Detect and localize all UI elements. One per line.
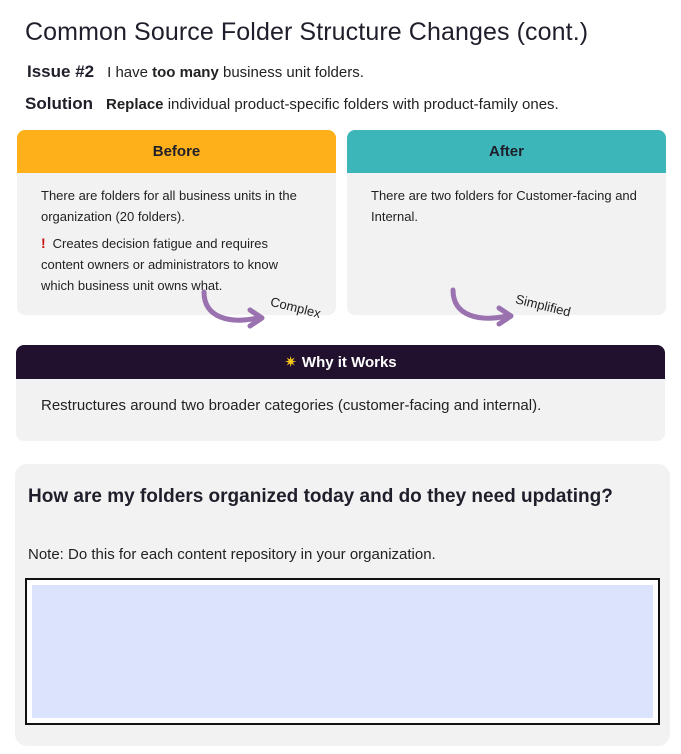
issue-row	[25, 60, 364, 84]
issue-text-emphasis: too many	[152, 63, 219, 81]
before-card-body	[17, 173, 336, 296]
curved-arrow-icon	[200, 288, 270, 330]
issue-tag-label: Issue #2	[27, 62, 95, 81]
complex-label: Complex	[268, 294, 323, 321]
curved-arrow-icon	[449, 286, 519, 328]
issue-text-start: I have	[107, 63, 153, 81]
question-note: Note: Do this for each content repository in your organization.	[28, 546, 436, 563]
before-card	[17, 130, 336, 321]
issue-tag	[25, 62, 96, 82]
solution-row	[25, 93, 559, 115]
after-card-header: After	[347, 130, 666, 173]
question-panel	[15, 464, 670, 746]
sparkle-star-icon: ✷	[284, 354, 297, 371]
issue-text	[107, 64, 364, 81]
exclamation-icon: !	[41, 235, 46, 251]
answer-input[interactable]	[32, 585, 653, 718]
why-it-works-header	[16, 345, 665, 379]
after-description: There are two folders for Customer-facing and Internal.	[371, 188, 637, 224]
before-warning	[41, 233, 312, 296]
solution-text-rest: individual product-specific folders with product-family ones.	[163, 95, 559, 113]
answer-field-frame	[25, 578, 660, 725]
page-title: Common Source Folder Structure Changes (cont.)	[25, 18, 589, 46]
before-description: There are folders for all business units in the organization (20 folders).	[41, 188, 297, 224]
why-it-works-panel	[16, 345, 665, 441]
why-it-works-title: Why it Works	[301, 353, 397, 371]
question-title: How are my folders organized today and do they need updating?	[28, 486, 613, 507]
after-card	[347, 130, 666, 320]
why-it-works-body: Restructures around two broader categories (customer-facing and internal).	[41, 397, 542, 414]
simplified-label: Simplified	[514, 291, 573, 320]
solution-tag: Solution	[25, 94, 93, 113]
before-warning-text: Creates decision fatigue and requires content owners or administrators to know which business unit owns what.	[41, 236, 278, 293]
solution-text	[106, 96, 559, 113]
issue-text-end: business unit folders.	[218, 63, 364, 81]
solution-text-emphasis: Replace	[105, 95, 164, 113]
after-card-body	[347, 173, 666, 227]
before-card-header: Before	[17, 130, 336, 173]
